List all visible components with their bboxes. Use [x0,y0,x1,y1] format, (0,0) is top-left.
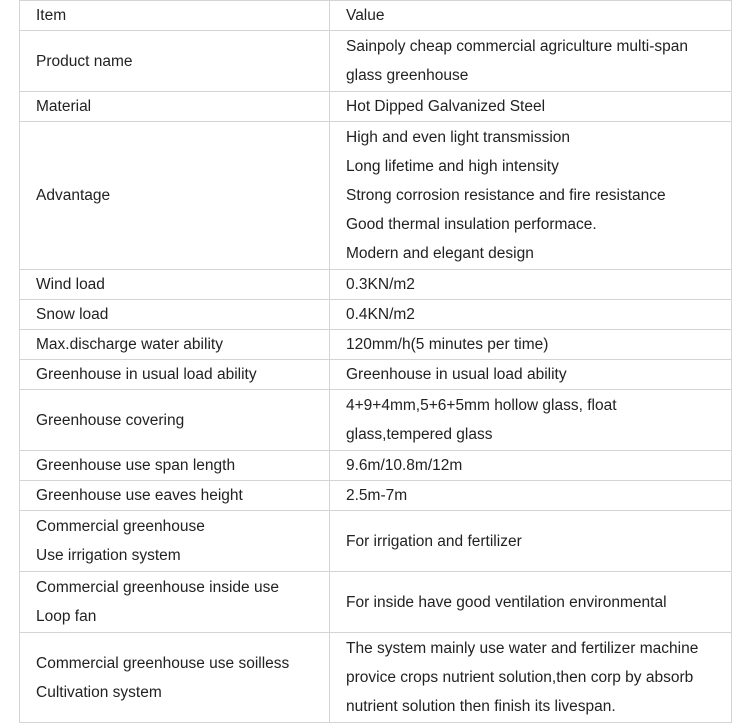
item-text: Advantage [36,187,111,204]
item-text: Commercial greenhouse use soilless [36,654,290,672]
value-text: Greenhouse in usual load ability [346,366,567,383]
item-cell [20,451,330,481]
value-text: Sainpoly cheap commercial agriculture multi-span [346,38,689,55]
item-cell [20,572,330,633]
value-cell [330,572,732,633]
value-cell [330,633,732,723]
item-text: Greenhouse use eaves height [36,487,243,504]
value-cell [330,92,732,122]
value-cell [330,31,732,92]
item-cell [20,330,330,360]
value-cell [330,451,732,481]
item-text: Commercial greenhouse inside use [36,579,279,596]
value-cell [330,330,732,360]
item-cell [20,481,330,511]
table-row [20,31,732,92]
item-cell [20,270,330,300]
value-text: provice crops nutrient solution,then corp by absorb [346,669,694,686]
item-cell [20,300,330,330]
table-row [20,511,732,572]
value-text: glass,tempered glass [346,426,493,443]
item-cell [20,511,330,572]
value-text: glass greenhouse [346,67,469,84]
item-text: Greenhouse in usual load ability [36,366,257,383]
value-text: High and even light transmission [346,129,571,146]
table-row [20,572,732,633]
value-cell [330,300,732,330]
table-row [20,330,732,360]
item-text: Product name [36,52,133,70]
item-text: Max.discharge water ability [36,336,223,353]
value-text: Good thermal insulation performace. [346,216,597,233]
item-text: Commercial greenhouse [36,518,205,535]
table-row [20,92,732,122]
table-row [20,122,732,270]
item-cell [20,92,330,122]
value-text: Strong corrosion resistance and fire resistance [346,187,666,204]
item-text: Loop fan [36,608,97,625]
header-item-cell: Item [20,1,330,31]
item-cell [20,633,330,723]
spec-table-body [20,1,732,723]
table-row [20,360,732,390]
item-text: Snow load [36,306,109,323]
value-text: Hot Dipped Galvanized Steel [346,98,546,115]
value-cell [330,390,732,451]
value-text: For irrigation and fertilizer [346,532,522,550]
table-row [20,481,732,511]
item-cell [20,31,330,92]
value-text: 9.6m/10.8m/12m [346,457,463,474]
value-text: 2.5m-7m [346,487,408,504]
value-text: Modern and elegant design [346,245,534,262]
item-cell [20,122,330,270]
value-text: 4+9+4mm,5+6+5mm hollow glass, float [346,397,617,414]
value-cell [330,122,732,270]
table-header-row [20,1,732,31]
table-row [20,300,732,330]
item-text: Cultivation system [36,683,162,701]
value-text: Long lifetime and high intensity [346,158,559,175]
value-text: For inside have good ventilation environmental [346,593,667,611]
value-cell [330,360,732,390]
item-cell [20,390,330,451]
value-text: The system mainly use water and fertilizer machine [346,640,699,657]
item-text: Use irrigation system [36,547,181,564]
value-cell [330,511,732,572]
item-text: Wind load [36,276,105,293]
table-row [20,451,732,481]
value-cell [330,270,732,300]
table-row [20,633,732,723]
value-text: nutrient solution then finish its livespan. [346,698,616,715]
table-row [20,270,732,300]
spec-table [19,0,732,723]
item-text: Material [36,98,92,115]
item-text: Greenhouse use span length [36,457,236,474]
value-text: 120mm/h(5 minutes per time) [346,336,549,353]
value-text: 0.3KN/m2 [346,276,415,293]
table-row [20,390,732,451]
item-cell [20,360,330,390]
item-text: Greenhouse covering [36,411,185,429]
value-cell [330,481,732,511]
header-value-cell: Value [330,1,732,31]
value-text: 0.4KN/m2 [346,306,415,323]
